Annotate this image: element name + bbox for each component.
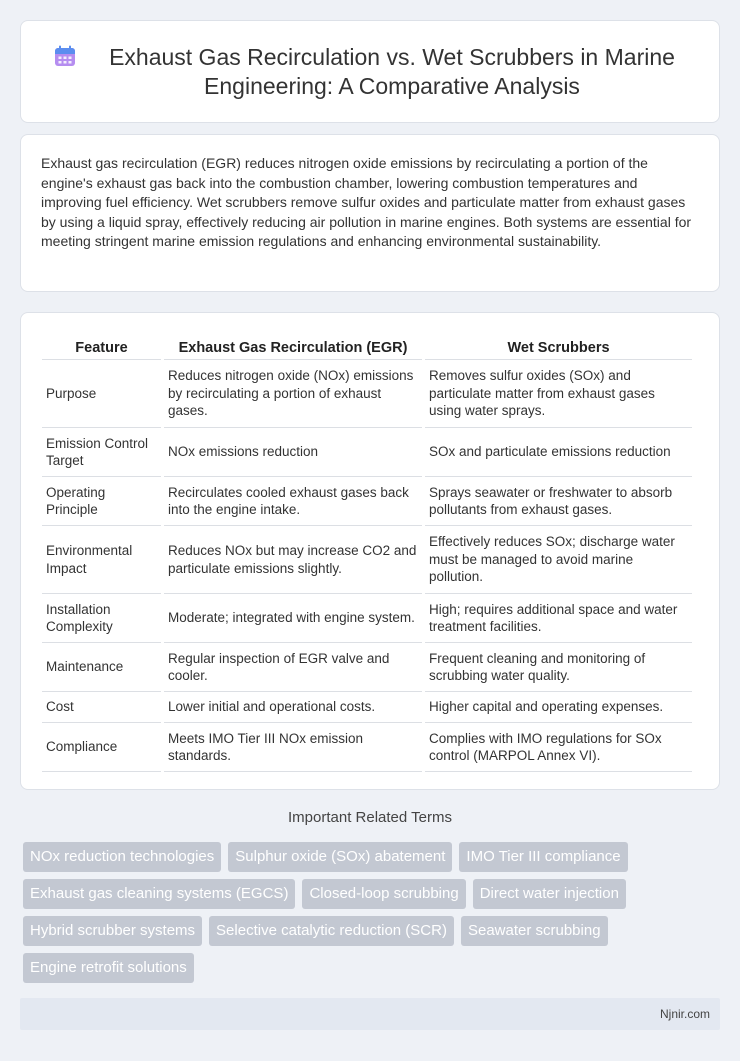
wet-scrubber-cell: Higher capital and operating expenses. (425, 692, 692, 723)
related-term-tag[interactable]: Exhaust gas cleaning systems (EGCS) (23, 879, 295, 909)
intro-card (20, 134, 720, 292)
wet-scrubber-cell: Effectively reduces SOx; discharge water must be managed to avoid marine pollution. (425, 526, 692, 594)
egr-cell: Recirculates cooled exhaust gases back into the engine intake. (164, 477, 422, 526)
header-wet-scrubbers: Wet Scrubbers (425, 333, 692, 360)
related-term-tag[interactable]: Selective catalytic reduction (SCR) (209, 916, 454, 946)
egr-cell: Reduces nitrogen oxide (NOx) emissions by recirculating a portion of exhaust gases. (164, 360, 422, 428)
wet-scrubber-cell: Removes sulfur oxides (SOx) and particulate matter from exhaust gases using water sprays. (425, 360, 692, 428)
footer (20, 998, 720, 1030)
table-row (42, 594, 692, 643)
comparison-table-card (20, 312, 720, 790)
table-row (42, 723, 692, 772)
egr-cell: NOx emissions reduction (164, 428, 422, 477)
related-term-tag[interactable]: Direct water injection (473, 879, 626, 909)
feature-cell: Compliance (42, 723, 161, 772)
feature-cell: Purpose (42, 360, 161, 428)
related-term-tag[interactable]: NOx reduction technologies (23, 842, 221, 872)
related-term-tag[interactable]: IMO Tier III compliance (459, 842, 627, 872)
title-card (20, 20, 720, 123)
table-row (42, 643, 692, 692)
table-header-row (42, 333, 692, 360)
wet-scrubber-cell: Complies with IMO regulations for SOx control (MARPOL Annex VI). (425, 723, 692, 772)
calendar-icon (53, 44, 77, 68)
table-row (42, 526, 692, 594)
feature-cell: Cost (42, 692, 161, 723)
egr-cell: Lower initial and operational costs. (164, 692, 422, 723)
related-term-tag[interactable]: Engine retrofit solutions (23, 953, 194, 983)
related-term-tag[interactable]: Hybrid scrubber systems (23, 916, 202, 946)
feature-cell: Emission Control Target (42, 428, 161, 477)
header-egr: Exhaust Gas Recirculation (EGR) (164, 333, 422, 360)
egr-cell: Reduces NOx but may increase CO2 and particulate emissions slightly. (164, 526, 422, 594)
related-terms-title: Important Related Terms (288, 809, 452, 826)
wet-scrubber-cell: SOx and particulate emissions reduction (425, 428, 692, 477)
related-term-tag[interactable]: Closed-loop scrubbing (302, 879, 465, 909)
header-feature: Feature (42, 333, 161, 360)
egr-cell: Moderate; integrated with engine system. (164, 594, 422, 643)
table-row (42, 428, 692, 477)
feature-cell: Environmental Impact (42, 526, 161, 594)
table-row (42, 360, 692, 428)
related-term-tag[interactable]: Seawater scrubbing (461, 916, 608, 946)
feature-cell: Installation Complexity (42, 594, 161, 643)
intro-paragraph: Exhaust gas recirculation (EGR) reduces nitrogen oxide emissions by recirculating a portion of the engine's exhaust gas back into the combustion chamber, lowering combustion temperatures and improving fuel efficiency. Wet scrubbers remove sulfur oxides and particulate matter from exhaust gases by using a liquid spray, effectively reducing air pollution in marine engines. Both systems are essential for meeting stringent marine emission regulations and enhancing environmental sustainability. (41, 155, 692, 249)
comparison-table (39, 333, 695, 772)
related-term-tag[interactable]: Sulphur oxide (SOx) abatement (228, 842, 452, 872)
feature-cell: Maintenance (42, 643, 161, 692)
egr-cell: Meets IMO Tier III NOx emission standards. (164, 723, 422, 772)
table-row (42, 477, 692, 526)
feature-cell: Operating Principle (42, 477, 161, 526)
related-terms-list (23, 842, 723, 990)
page-title: Exhaust Gas Recirculation vs. Wet Scrubbers in Marine Engineering: A Comparative Analysis (109, 43, 675, 99)
table-row (42, 692, 692, 723)
wet-scrubber-cell: High; requires additional space and water treatment facilities. (425, 594, 692, 643)
footer-site-link[interactable]: Njnir.com (659, 1007, 710, 1021)
wet-scrubber-cell: Frequent cleaning and monitoring of scrubbing water quality. (425, 643, 692, 692)
egr-cell: Regular inspection of EGR valve and cooler. (164, 643, 422, 692)
wet-scrubber-cell: Sprays seawater or freshwater to absorb pollutants from exhaust gases. (425, 477, 692, 526)
